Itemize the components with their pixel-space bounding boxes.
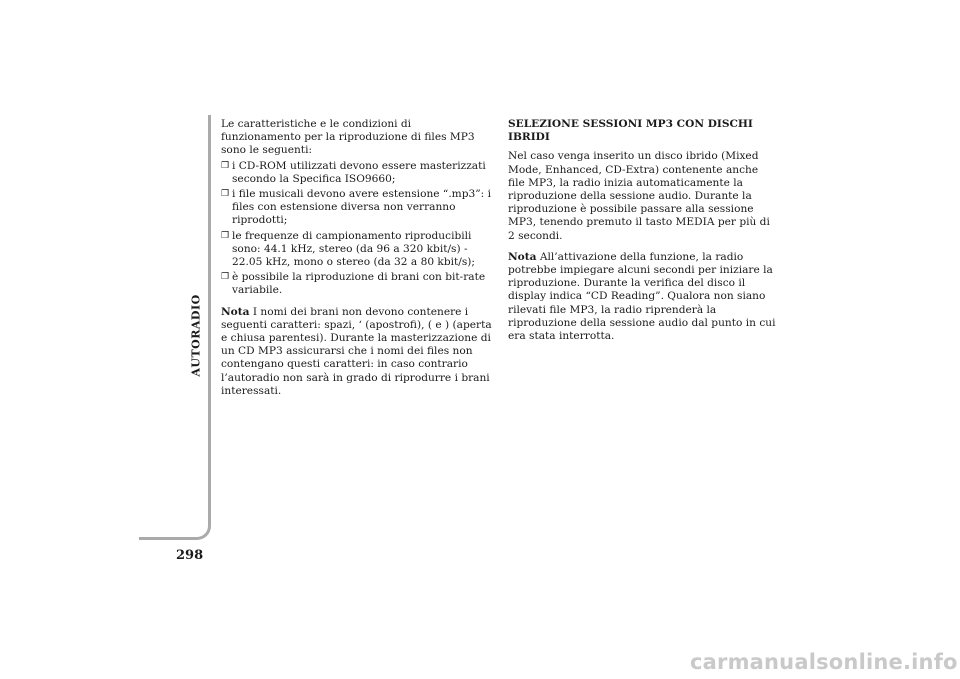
note-label: Nota <box>221 305 250 318</box>
note-paragraph <box>221 306 493 398</box>
intro-paragraph: Le caratteristiche e le condizioni di funzionamento per la riproduzione di files MP3 sono le seguenti: <box>221 118 475 157</box>
body-paragraph: Nel caso venga inserito un disco ibrido (Mixed Mode, Enhanced, CD-Extra) contenente anche file MP3, la radio inizia automaticamente la riproduzione della sessione audio. Durante la riproduzione è possibile passare alla sessione MP3, tenendo premuto il tasto MEDIA per più di 2 secondi. <box>508 150 770 242</box>
checkbox-bullet-icon: ❒ <box>221 160 230 171</box>
list-item-text: le frequenze di campionamento riproducibili sono: 44.1 kHz, stereo (da 96 a 320 kbit/s) - 22.05 kHz, mono o stereo (da 32 a 80 kbit/s); <box>232 229 475 269</box>
page-number: 298 <box>176 548 204 563</box>
note-text: I nomi dei brani non devono contenere i seguenti caratteri: spazi, ‘ (apostrofi), ( e ) (aperta e chiusa parentesi). Durante la masterizzazione di un CD MP3 assicurarsi che i nomi dei files non contengano questi caratteri: in caso contrario l’autoradio non sarà in grado di riprodurre i brani interessati. <box>221 305 492 397</box>
note-text: All’attivazione della funzione, la radio potrebbe impiegare alcuni secondi per iniziare la riproduzione. Durante la verifica del disco il display indica “CD Reading”. Qualora non siano rilevati file MP3, la radio riprenderà la riproduzione della sessione audio dal punto in cui era stata interrotta. <box>508 250 776 343</box>
list-item <box>221 160 493 186</box>
list-item-text: i CD-ROM utilizzati devono essere masterizzati secondo la Specifica ISO9660; <box>232 159 486 185</box>
list-item-text: i file musicali devono avere estensione “.mp3”: i files con estensione diversa non verranno riprodotti; <box>232 188 491 227</box>
right-column <box>508 118 776 351</box>
requirements-list <box>221 160 493 298</box>
note-label: Nota <box>508 250 537 263</box>
checkbox-bullet-icon: ❒ <box>221 272 230 283</box>
list-item <box>221 271 493 297</box>
list-item <box>221 230 493 270</box>
list-item <box>221 188 493 228</box>
checkbox-bullet-icon: ❒ <box>221 230 230 241</box>
left-column <box>221 118 493 406</box>
section-tab-label: AUTORADIO <box>189 293 203 377</box>
list-item-text: è possibile la riproduzione di brani con bit-rate variabile. <box>232 271 486 297</box>
note-paragraph <box>508 251 776 343</box>
section-heading: SELEZIONE SESSIONI MP3 CON DISCHI IBRIDI <box>508 118 753 144</box>
section-tab <box>186 293 206 377</box>
checkbox-bullet-icon: ❒ <box>221 189 230 200</box>
watermark: carmanualsonline.info <box>690 650 958 674</box>
